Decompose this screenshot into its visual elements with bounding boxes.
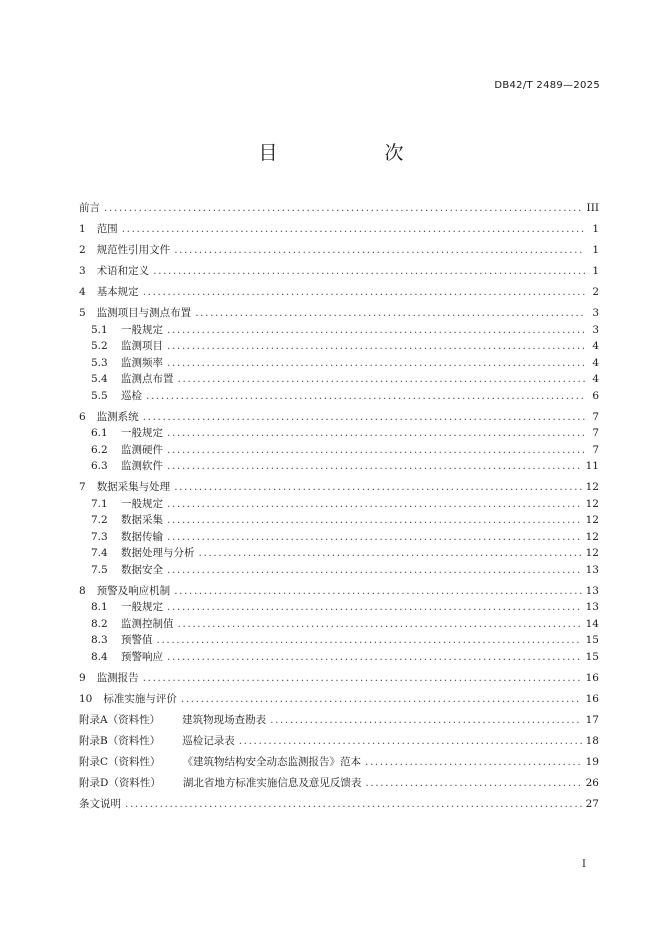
toc-leader-dots [174, 242, 585, 259]
toc-entry-label: 预警值 [121, 634, 153, 646]
toc-entry-label: 一般规定 [121, 601, 163, 613]
toc-entry[interactable] [79, 479, 599, 496]
toc-leader-dots [167, 599, 582, 616]
toc-entry-page: 12 [585, 530, 599, 543]
toc-leader-dots [174, 479, 581, 496]
toc-entry-page: 7 [592, 410, 599, 423]
toc-entry-number: 5.4 [91, 373, 108, 385]
toc-entry-label: 一般规定 [121, 497, 163, 510]
toc-entry-label: 数据安全 [121, 563, 163, 576]
toc-entry-number: 7.5 [91, 563, 108, 576]
toc-entry-number: 5 [79, 307, 86, 319]
toc-leader-dots [167, 649, 582, 666]
toc-leader-dots [181, 691, 582, 708]
toc-entry[interactable] [79, 458, 599, 475]
toc-entry-page: 17 [585, 713, 599, 726]
toc-entry-page: 12 [585, 481, 599, 493]
toc-entry[interactable] [79, 388, 599, 405]
toc-entry[interactable] [79, 496, 599, 513]
toc-entry-page: 26 [585, 776, 599, 789]
table-of-contents [79, 200, 599, 812]
toc-entry[interactable] [79, 221, 599, 238]
toc-leader-dots [153, 263, 585, 280]
toc-entry-number: 8.3 [91, 634, 108, 646]
toc-leader-dots [167, 425, 585, 442]
toc-leader-dots [178, 616, 582, 633]
toc-entry[interactable] [79, 583, 599, 600]
toc-entry-number: 7.1 [91, 497, 108, 510]
toc-entry-label: 基本规定 [96, 286, 139, 298]
toc-entry[interactable] [79, 775, 599, 792]
toc-entry[interactable] [79, 442, 599, 459]
toc-leader-dots [167, 458, 582, 475]
toc-entry[interactable] [79, 409, 599, 426]
toc-entry-number: 5.1 [91, 323, 108, 336]
toc-entry-label: 前言 [79, 202, 100, 214]
toc-entry-page: 4 [592, 356, 599, 369]
toc-entry[interactable] [79, 754, 599, 771]
toc-leader-dots [365, 754, 582, 771]
toc-entry[interactable] [79, 632, 599, 649]
toc-entry-label: 监测频率 [121, 356, 163, 369]
toc-entry[interactable] [79, 425, 599, 442]
toc-entry-label: 监测项目 [121, 340, 163, 352]
toc-entry-label: 条文说明 [79, 797, 121, 810]
toc-entry-page: 11 [585, 460, 599, 472]
toc-entry-number: 1 [79, 223, 86, 235]
toc-entry-label: 一般规定 [121, 323, 163, 336]
toc-entry-page: 4 [592, 373, 599, 385]
toc-entry-page: 27 [585, 797, 599, 810]
toc-entry-page: 4 [592, 340, 599, 352]
toc-leader-dots [195, 305, 585, 322]
toc-entry-label: 标准实施与评价 [103, 692, 177, 705]
toc-leader-dots [167, 442, 585, 459]
toc-entry-page: 3 [592, 307, 599, 319]
toc-entry[interactable] [79, 371, 599, 388]
toc-leader-dots [199, 545, 582, 562]
toc-entry-number: 附录D（资料性） [79, 776, 161, 789]
toc-entry-number: 8 [79, 584, 86, 597]
toc-entry-number: 6.2 [91, 443, 108, 456]
toc-leader-dots [146, 388, 585, 405]
toc-entry-page: 1 [592, 244, 599, 256]
toc-entry-number: 5.5 [91, 389, 108, 402]
toc-entry-page: 14 [585, 617, 599, 630]
toc-entry[interactable] [79, 796, 599, 813]
toc-entry-label: 监测控制值 [121, 617, 174, 630]
toc-entry[interactable] [79, 670, 599, 687]
toc-entry[interactable] [79, 512, 599, 529]
toc-entry[interactable] [79, 263, 599, 280]
toc-entry-number: 8.4 [91, 650, 108, 663]
toc-entry-page: 18 [585, 734, 599, 747]
toc-entry-label: 湖北省地方标准实施信息及意见反馈表 [182, 776, 362, 789]
toc-entry-label: 预警响应 [121, 650, 163, 663]
toc-entry-number: 8.2 [91, 617, 108, 630]
toc-entry-label: 一般规定 [121, 427, 163, 439]
toc-entry-label: 监测硬件 [121, 443, 163, 456]
toc-entry-page: 13 [585, 563, 599, 576]
toc-entry-number: 6.1 [91, 427, 108, 439]
toc-entry-label: 数据采集 [121, 514, 163, 526]
toc-leader-dots [178, 371, 586, 388]
toc-entry[interactable] [79, 599, 599, 616]
toc-leader-dots [270, 712, 582, 729]
toc-entry-page: 7 [592, 427, 599, 439]
toc-entry-number: 2 [79, 244, 86, 256]
toc-entry-label: 监测报告 [96, 671, 139, 684]
toc-entry-label: 范围 [96, 223, 118, 235]
toc-entry-number: 6.3 [91, 460, 108, 472]
toc-entry[interactable] [79, 200, 599, 217]
document-code: DB42/T 2489—2025 [494, 80, 600, 91]
toc-entry-page: 2 [592, 286, 599, 298]
toc-entry-label: 巡检 [121, 389, 142, 402]
page-number: I [582, 859, 586, 870]
toc-entry[interactable] [79, 355, 599, 372]
toc-entry[interactable] [79, 649, 599, 666]
toc-leader-dots [167, 512, 582, 529]
toc-entry-number: 3 [79, 265, 86, 277]
toc-entry-page: 1 [592, 223, 599, 235]
toc-entry-label: 数据采集与处理 [96, 481, 171, 493]
toc-entry[interactable] [79, 712, 599, 729]
toc-entry[interactable] [79, 616, 599, 633]
toc-entry-number: 5.3 [91, 356, 108, 369]
toc-entry-label: 建筑物现场查勘表 [182, 713, 267, 726]
toc-entry[interactable] [79, 338, 599, 355]
toc-entry-label: 监测项目与测点布置 [96, 307, 192, 319]
toc-leader-dots [157, 632, 582, 649]
toc-entry-page: 12 [585, 547, 599, 559]
toc-entry-label: 术语和定义 [96, 265, 150, 277]
toc-entry-page: III [586, 202, 599, 214]
toc-entry[interactable] [79, 305, 599, 322]
toc-entry-number: 10 [79, 692, 93, 705]
toc-entry-page: 1 [592, 265, 599, 277]
toc-entry-page: 12 [585, 497, 599, 510]
toc-entry[interactable] [79, 529, 599, 546]
toc-entry-number: 9 [79, 671, 86, 684]
toc-leader-dots [174, 583, 581, 600]
toc-entry-number: 8.1 [91, 601, 108, 613]
toc-entry-number: 7.2 [91, 514, 108, 526]
toc-entry[interactable] [79, 242, 599, 259]
toc-entry[interactable] [79, 284, 599, 301]
page-title: 目 次 [258, 142, 448, 164]
toc-entry-number: 附录A（资料性） [79, 713, 161, 726]
toc-entry-number: 7.3 [91, 530, 108, 543]
toc-entry-page: 3 [592, 323, 599, 336]
toc-leader-dots [167, 562, 582, 579]
toc-leader-dots [104, 200, 583, 217]
toc-leader-dots [143, 284, 585, 301]
toc-entry-number: 附录C（资料性） [79, 755, 161, 768]
toc-entry-number: 附录B（资料性） [79, 734, 161, 747]
toc-entry-page: 15 [585, 634, 599, 646]
toc-entry[interactable] [79, 733, 599, 750]
toc-entry-page: 16 [585, 671, 599, 684]
toc-leader-dots [143, 409, 585, 426]
toc-entry-page: 13 [585, 601, 599, 613]
toc-entry[interactable] [79, 562, 599, 579]
toc-entry[interactable] [79, 545, 599, 562]
toc-entry-label: 监测系统 [96, 410, 139, 423]
toc-entry-page: 15 [585, 650, 599, 663]
toc-entry-label: 《建筑物结构安全动态监测报告》范本 [182, 755, 362, 768]
toc-leader-dots [365, 775, 581, 792]
toc-entry[interactable] [79, 691, 599, 708]
toc-leader-dots [167, 338, 585, 355]
toc-entry-number: 5.2 [91, 340, 108, 352]
toc-entry-page: 7 [592, 443, 599, 456]
toc-entry-page: 19 [585, 755, 599, 768]
toc-leader-dots [239, 733, 582, 750]
toc-leader-dots [167, 322, 585, 339]
toc-entry-page: 6 [592, 389, 599, 402]
toc-entry-page: 16 [585, 692, 599, 705]
toc-entry-page: 13 [585, 584, 599, 597]
toc-entry[interactable] [79, 322, 599, 339]
toc-leader-dots [167, 355, 585, 372]
toc-leader-dots [125, 796, 582, 813]
toc-entry-label: 监测软件 [121, 460, 163, 472]
toc-entry-number: 4 [79, 286, 86, 298]
toc-entry-label: 预警及响应机制 [96, 584, 171, 597]
toc-entry-label: 巡检记录表 [182, 734, 235, 747]
toc-entry-number: 6 [79, 410, 86, 423]
toc-entry-label: 规范性引用文件 [96, 244, 171, 256]
toc-leader-dots [122, 221, 585, 238]
toc-entry-label: 数据处理与分析 [121, 547, 195, 559]
toc-entry-page: 12 [585, 514, 599, 526]
toc-entry-number: 7.4 [91, 547, 108, 559]
toc-leader-dots [167, 496, 582, 513]
toc-leader-dots [167, 529, 582, 546]
toc-leader-dots [143, 670, 582, 687]
toc-entry-label: 数据传输 [121, 530, 163, 543]
toc-entry-label: 监测点布置 [121, 373, 174, 385]
toc-entry-number: 7 [79, 481, 86, 493]
